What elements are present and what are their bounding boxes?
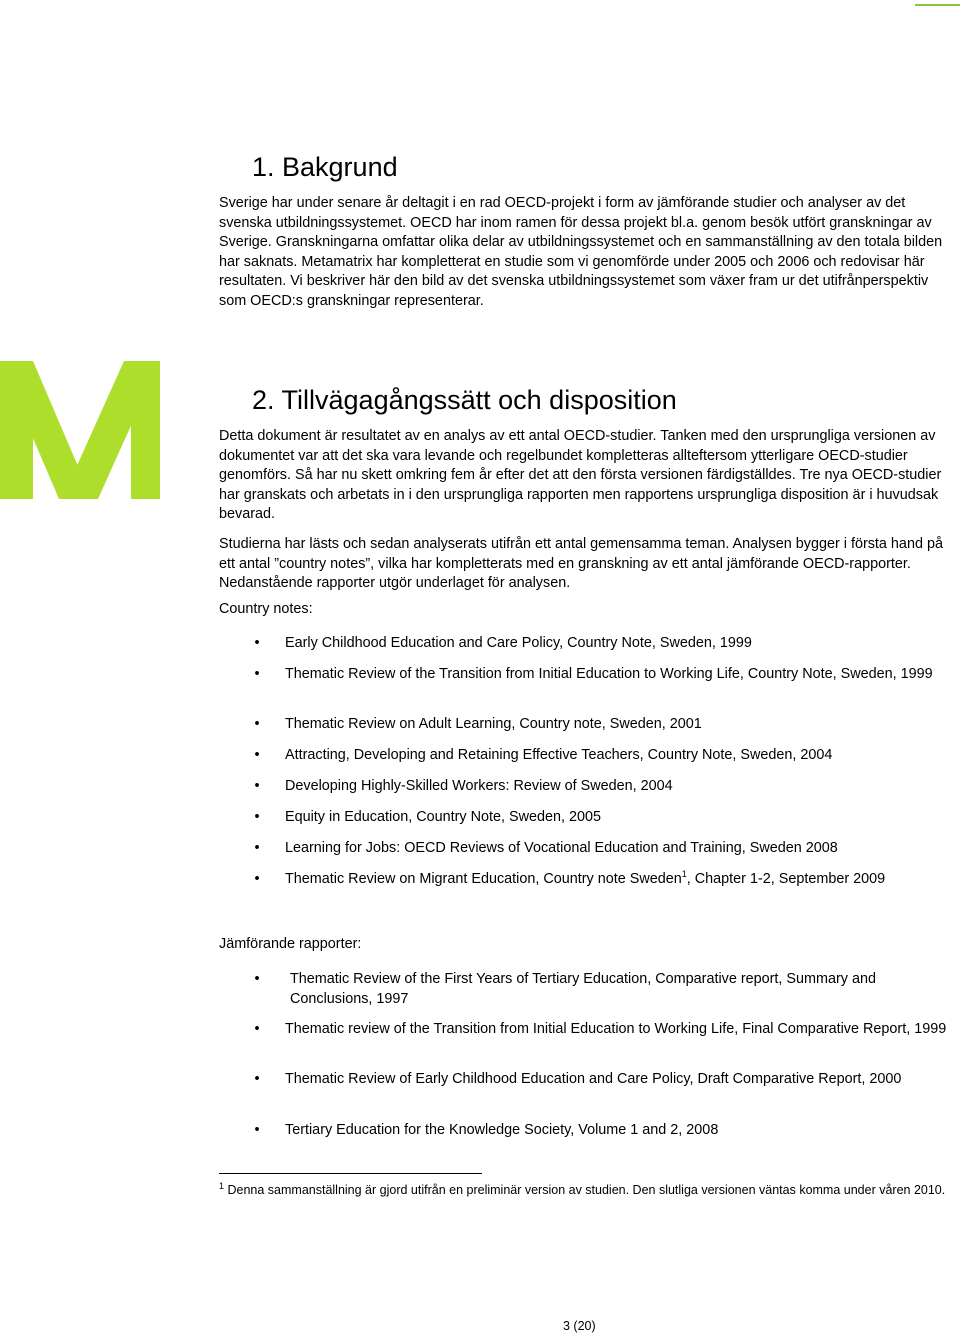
comparative-reports-label: Jämförande rapporter: xyxy=(219,936,362,952)
bullet-icon: • xyxy=(254,971,260,987)
list-item: • Early Childhood Education and Care Policy, Country Note, Sweden, 1999 xyxy=(285,634,935,654)
footnote-separator xyxy=(219,1173,482,1174)
m-letter-logo xyxy=(0,361,160,499)
bullet-icon: • xyxy=(254,778,260,794)
top-rule xyxy=(915,4,960,6)
list-item: • Developing Highly-Skilled Workers: Review of Sweden, 2004 xyxy=(285,777,935,797)
bakgrund-paragraph: Sverige har under senare år deltagit i en rad OECD-projekt i form av jämförande studier och analyser av det svenska utbildningssystemet. OECD har inom ramen för dessa projekt bl.a. genom besök utfört granskningar av Sverige. Granskningarna omfattar olika delar av utbildningssystemet och en sammanställning av den totala bilden har saknats. Metamatrix har kompletterat en studie som vi genomförde under 2005 och 2006 och redovisar här resultaten. Vi beskriver här den bild av det svenska utbildningssystemet som växer fram ur det utifrånperspektiv som OECD:s granskningar representerar. xyxy=(219,195,943,309)
page-number: 3 (20) xyxy=(563,1319,596,1333)
footnote: $^1$ Denna sammanställning är gjord utifrån en preliminär version av studien. Den slutliga versionen väntas komma under våren 2010. xyxy=(219,1180,946,1197)
list-item: • Thematic Review on Migrant Education, Country note Sweden$^1$, Chapter 1-2, September 2009 xyxy=(285,870,935,890)
list-item: • Thematic review of the Transition from Initial Education to Working Life, Final Comparative Report, 1999 xyxy=(285,1020,950,1040)
footnote-number: 1 xyxy=(219,1180,225,1191)
section-heading-bakgrund: 1. Bakgrund xyxy=(252,152,398,182)
bullet-icon: • xyxy=(254,840,260,856)
section-heading-tillvagagangssatt: 2. Tillvägagångssätt och disposition xyxy=(252,385,677,415)
bullet-icon: • xyxy=(254,1071,260,1087)
list-item: • Thematic Review of the Transition from Initial Education to Working Life, Country Note, Sweden, 1999 xyxy=(285,665,935,685)
list-item: • Attracting, Developing and Retaining Effective Teachers, Country Note, Sweden, 2004 xyxy=(285,746,935,766)
list-item: • Learning for Jobs: OECD Reviews of Vocational Education and Training, Sweden 2008 xyxy=(285,839,935,859)
country-notes-label: Country notes: xyxy=(219,601,313,617)
bullet-icon: • xyxy=(254,809,260,825)
footnote-reference: 1 xyxy=(681,869,687,880)
bullet-icon: • xyxy=(254,747,260,763)
bullet-icon: • xyxy=(254,635,260,651)
list-item: • Equity in Education, Country Note, Sweden, 2005 xyxy=(285,808,935,828)
list-item: • Thematic Review of the First Years of Tertiary Education, Comparative report, Summary and Conclusions, 1997 xyxy=(290,970,930,1009)
list-item: • Thematic Review on Adult Learning, Country note, Sweden, 2001 xyxy=(285,715,935,735)
bullet-icon: • xyxy=(254,1122,260,1138)
bullet-icon: • xyxy=(254,666,260,682)
bullet-icon: • xyxy=(254,1021,260,1037)
method-paragraph-2: Studierna har lästs och sedan analyserats utifrån ett antal gemensamma teman. Analysen bygger i första hand på ett antal ”country notes”, vilka har kompletterats med en granskning av ett antal jämförande OECD-rapporter. Nedanstående rapporter utgör underlaget för analysen. xyxy=(219,536,943,592)
method-paragraph-1: Detta dokument är resultatet av en analys av ett antal OECD-studier. Tanken med den ursprungliga versionen av dokumentet var att det ska vara levande och regelbundet kompletteras allteftersom ytterligare OECD-studier genomförs. Så har nu skett omkring fem år efter det att den första versionen färdigställdes. Tre nya OECD-studier har granskats och arbetats in i den ursprungliga rapporten men rapportens ursprungliga disposition är i huvudsak bevarad. xyxy=(219,428,942,523)
bullet-icon: • xyxy=(254,871,260,887)
bullet-icon: • xyxy=(254,716,260,732)
list-item: • Tertiary Education for the Knowledge Society, Volume 1 and 2, 2008 xyxy=(285,1121,935,1141)
list-item: • Thematic Review of Early Childhood Education and Care Policy, Draft Comparative Report, 2000 xyxy=(285,1070,915,1090)
